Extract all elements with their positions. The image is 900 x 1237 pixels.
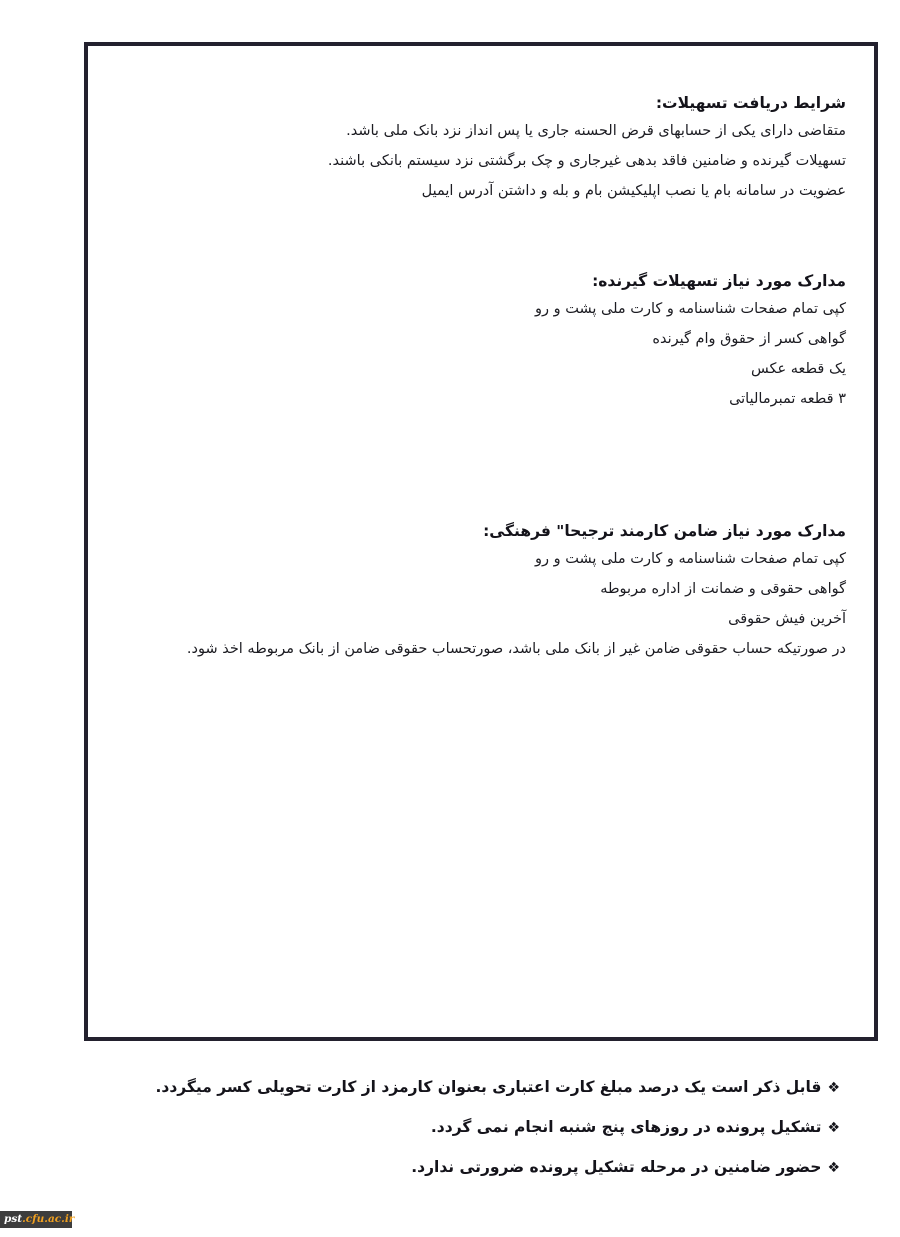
list-item: کپی تمام صفحات شناسنامه و کارت ملی پشت و رو (534, 551, 846, 567)
list-item: متقاضی دارای یکی از حسابهای قرض الحسنه جاری یا پس انداز نزد بانک ملی باشد. (346, 123, 846, 139)
list-item: کپی تمام صفحات شناسنامه و کارت ملی پشت و رو (534, 301, 846, 317)
section-borrower-documents (118, 268, 846, 414)
list-item: عضویت در سامانه بام یا نصب اپلیکیشن بام و بله و داشتن آدرس ایمیل (421, 183, 846, 199)
note-text: تشکیل پرونده در روزهای پنج شنبه انجام نمی گردد. (430, 1118, 822, 1136)
section-guarantor-documents (118, 518, 846, 664)
diamond-bullet-icon: ❖ (827, 1120, 840, 1136)
notes-list (155, 1068, 840, 1188)
diamond-bullet-icon: ❖ (827, 1080, 840, 1096)
list-item: یک قطعه عکس (751, 361, 846, 377)
list-item: آخرین فیش حقوقی (728, 611, 846, 627)
note-text: حضور ضامنین در مرحله تشکیل پرونده ضرورتی ندارد. (411, 1158, 822, 1176)
list-item: گواهی حقوقی و ضمانت از اداره مربوطه (600, 581, 846, 597)
section-title: شرایط دریافت تسهیلات: (655, 94, 846, 112)
list-item: گواهی کسر از حقوق وام گیرنده (652, 331, 846, 347)
list-item: در صورتیکه حساب حقوقی ضامن غیر از بانک ملی باشد، صورتحساب حقوقی ضامن از بانک مربوطه اخذ شود. (186, 641, 846, 657)
list-item: تسهیلات گیرنده و ضامنین فاقد بدهی غیرجاری و چک برگشتی نزد سیستم بانکی باشند. (327, 153, 846, 169)
note-item (155, 1068, 840, 1108)
section-title: مدارک مورد نیاز ضامن کارمند ترجیحا" فرهنگی: (483, 522, 846, 540)
site-watermark (0, 1211, 75, 1228)
document-frame (84, 42, 878, 1041)
note-text: قابل ذکر است یک درصد مبلغ کارت اعتباری بعنوان کارمزد از کارت تحویلی کسر میگردد. (155, 1078, 822, 1096)
diamond-bullet-icon: ❖ (827, 1160, 840, 1176)
section-loan-conditions (118, 90, 846, 206)
note-item (155, 1148, 840, 1188)
watermark-prefix: pst (4, 1213, 23, 1225)
list-item: ۳ قطعه تمبرمالیاتی (729, 391, 846, 407)
section-title: مدارک مورد نیاز تسهیلات گیرنده: (592, 272, 846, 290)
watermark-domain: .cfu.ac.ir (22, 1213, 75, 1225)
note-item (155, 1108, 840, 1148)
